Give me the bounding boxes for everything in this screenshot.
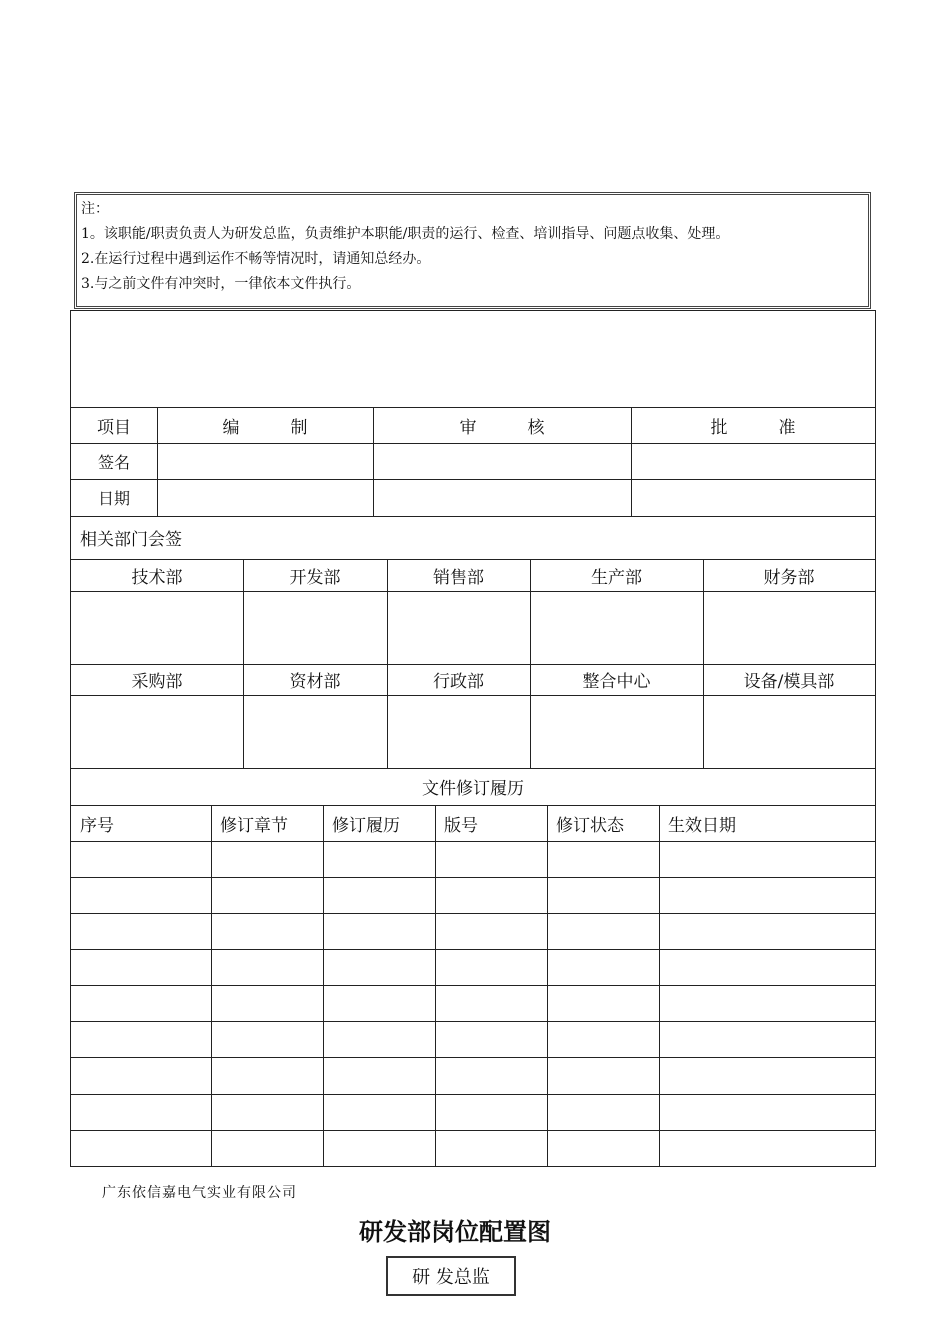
rev-header-status: 修订状态 <box>556 815 624 836</box>
approve-sign-field[interactable] <box>631 443 875 479</box>
revision-title: 文件修订履历 <box>422 779 524 799</box>
rev-header-version: 版号 <box>444 815 478 836</box>
dept-tech: 技术部 <box>131 567 183 588</box>
approve-label: 批 准 <box>710 417 796 438</box>
sign-label: 签名 <box>97 452 130 472</box>
note-item-3: 3.与之前文件有冲突时，一律依本文件执行。 <box>81 276 361 292</box>
review-sign-field[interactable] <box>373 443 631 479</box>
rev-header-section: 修订章节 <box>220 815 288 836</box>
dept-equipment: 设备/模具部 <box>743 672 835 692</box>
rev-header-no: 序号 <box>80 815 114 836</box>
compile-date-field[interactable] <box>157 479 373 516</box>
review-label: 审 核 <box>459 417 545 438</box>
dept-finance: 财务部 <box>763 567 815 588</box>
note-item-2: 2.在运行过程中遇到运作不畅等情况时，请通知总经办。 <box>81 251 431 267</box>
dept-materials: 资材部 <box>289 672 341 692</box>
compile-label: 编 制 <box>222 417 308 438</box>
approve-date-field[interactable] <box>631 479 875 516</box>
rev-header-history: 修订履历 <box>332 815 400 836</box>
page-title: 研发部岗位配置图 <box>359 1217 551 1246</box>
notes-box <box>74 192 871 309</box>
rev-header-effective-date: 生效日期 <box>668 815 736 836</box>
company-name: 广东依信嘉电气实业有限公司 <box>102 1185 297 1201</box>
compile-sign-field[interactable] <box>157 443 373 479</box>
org-chart-root: 研 发总监 <box>386 1256 516 1296</box>
dept-sales: 销售部 <box>433 567 484 588</box>
approval-form-table <box>70 310 876 1167</box>
dept-dev: 开发部 <box>289 567 341 588</box>
review-date-field[interactable] <box>373 479 631 516</box>
item-label: 项目 <box>97 417 131 438</box>
dept-purchasing: 采购部 <box>131 672 183 692</box>
countersign-title: 相关部门会签 <box>80 530 182 550</box>
date-label: 日期 <box>97 489 130 508</box>
notes-heading: 注： <box>81 201 109 217</box>
dept-integration: 整合中心 <box>582 672 651 692</box>
dept-admin: 行政部 <box>433 672 484 692</box>
dept-production: 生产部 <box>591 567 642 588</box>
note-item-1: 1。该职能/职责负责人为研发总监，负责维护本职能/职责的运行、检查、培训指导、问题点收集、处理。 <box>81 226 730 242</box>
